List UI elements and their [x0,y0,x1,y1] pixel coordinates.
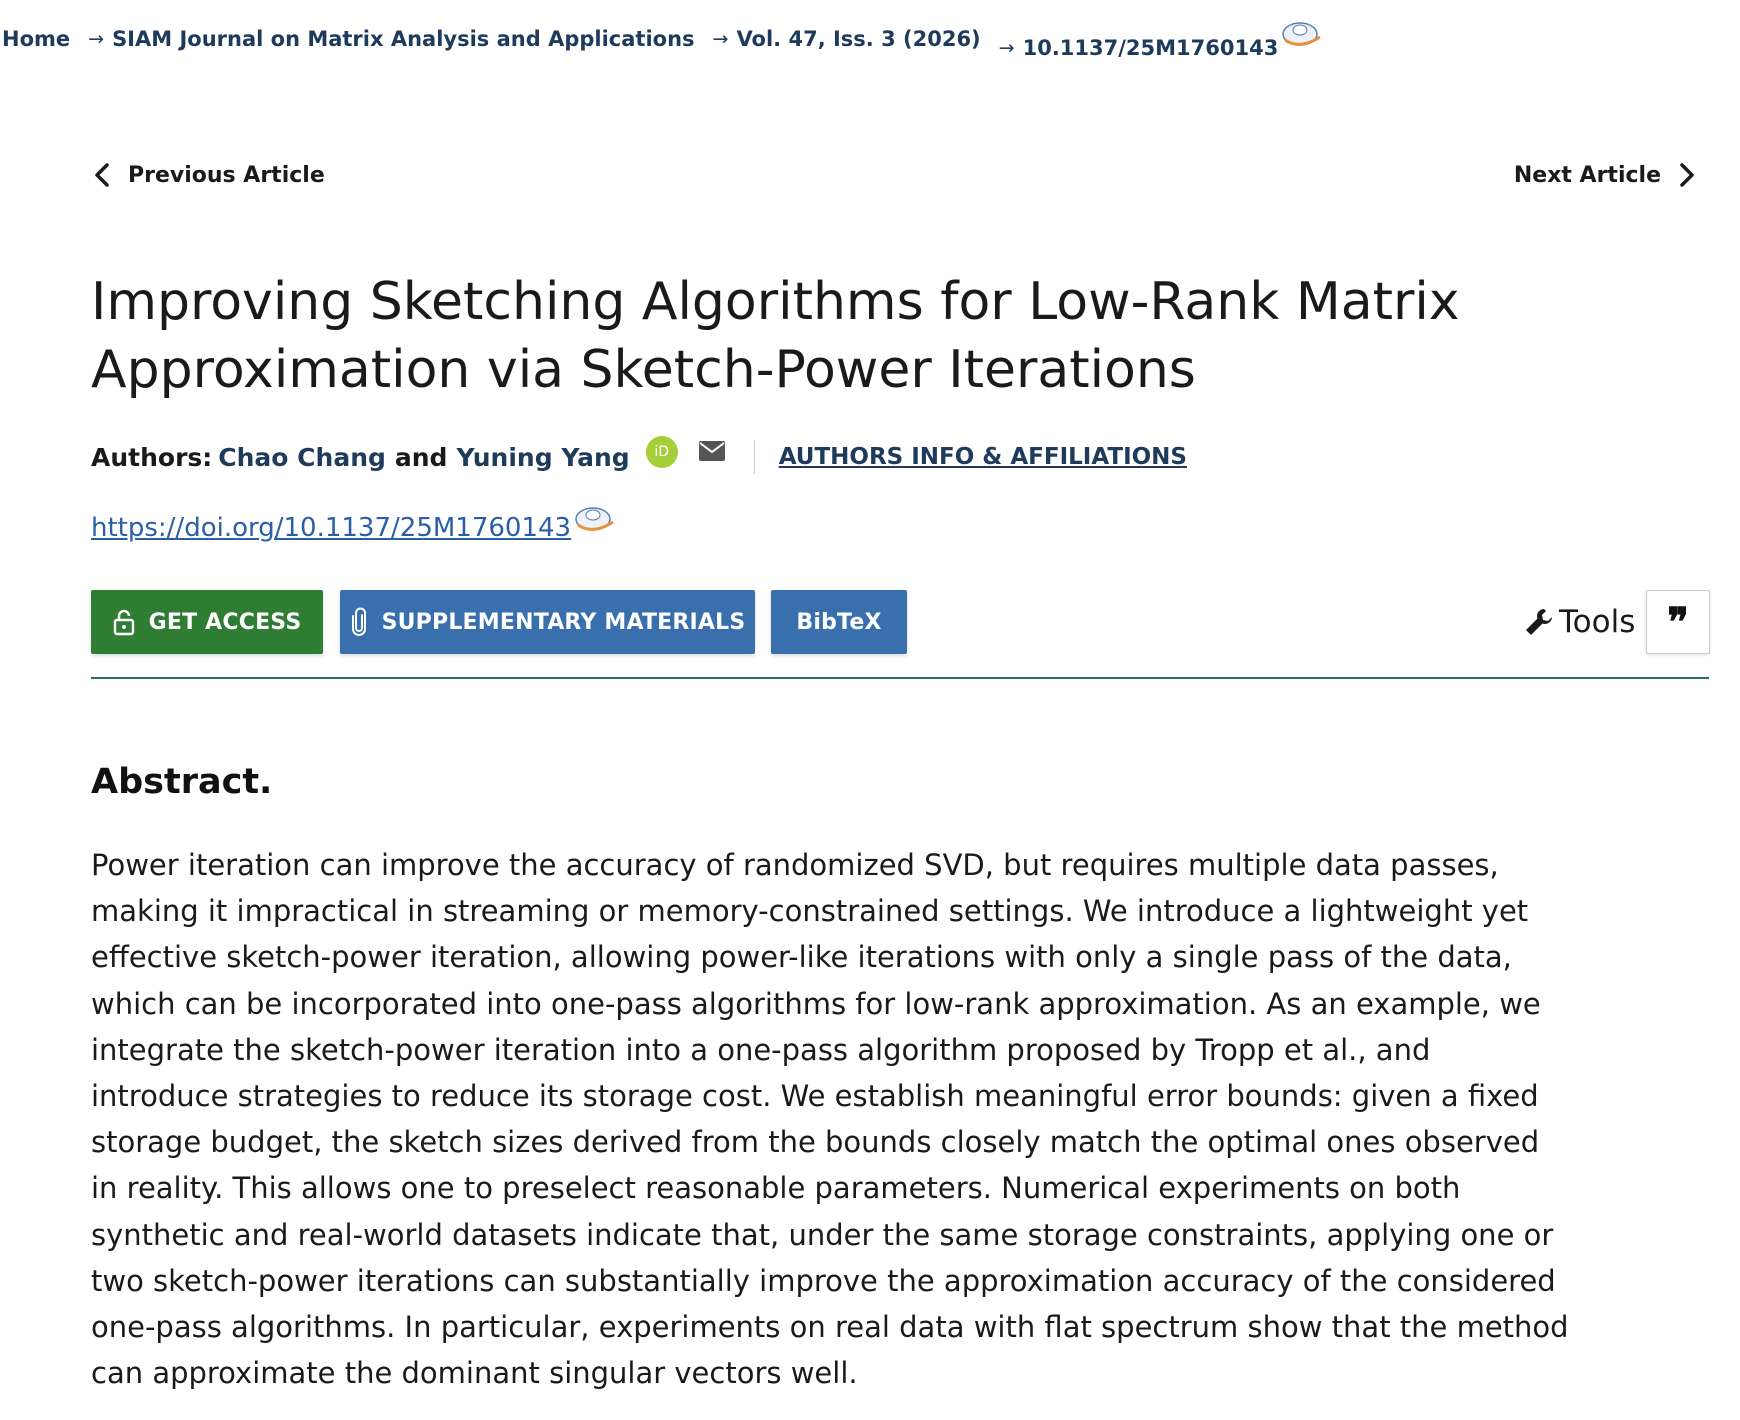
doi-link[interactable]: https://doi.org/10.1137/25M1760143 [91,513,572,543]
wrench-icon [1523,606,1555,638]
next-article-label: Next Article [1513,162,1661,188]
chevron-left-icon [92,162,112,188]
authors-conjunction: and [394,442,448,472]
authors-label: Authors: [91,442,213,472]
crossref-icon[interactable] [1280,20,1324,54]
lock-icon [113,608,135,636]
doi-row [91,513,617,543]
abstract-heading: Abstract. [91,762,273,802]
author-link[interactable]: Chao Chang [218,442,386,472]
action-toolbar [91,590,1709,654]
breadcrumb-home[interactable]: Home [2,27,71,51]
breadcrumb-issue[interactable]: Vol. 47, Iss. 3 (2026) [736,27,981,51]
crossref-icon[interactable] [573,505,617,539]
previous-article-link[interactable] [92,162,325,188]
cite-button[interactable] [1646,590,1710,654]
authors-affiliations-link[interactable]: AUTHORS INFO & AFFILIATIONS [778,444,1187,470]
section-divider [91,677,1709,679]
page-title: Improving Sketching Algorithms for Low-Rank Matrix Approximation via Sketch-Power Iterations [91,272,1460,400]
breadcrumb-journal[interactable]: SIAM Journal on Matrix Analysis and Applications [112,27,695,51]
chevron-right-icon [1677,162,1697,188]
arrow-right-icon: → [88,28,105,50]
arrow-right-icon: → [712,28,729,50]
bibtex-label: BibTeX [796,609,882,635]
get-access-label: GET ACCESS [148,609,302,635]
breadcrumb [2,18,1324,60]
previous-article-label: Previous Article [128,162,325,188]
authors-row [91,440,1187,474]
breadcrumb-doi: 10.1137/25M1760143 [1022,36,1279,60]
divider [754,440,755,474]
arrow-right-icon: → [998,37,1015,59]
tools-menu-button[interactable] [1523,598,1635,646]
breadcrumb-doi-group [981,36,1325,60]
article-navigation [92,162,1697,188]
author-link[interactable]: Yuning Yang [456,442,630,472]
quote-icon: ❞ [1667,598,1689,646]
get-access-button[interactable] [91,590,323,654]
next-article-link[interactable] [1514,162,1697,188]
bibtex-button[interactable] [771,590,907,654]
supplementary-label: SUPPLEMENTARY MATERIALS [381,609,746,635]
mail-icon[interactable] [698,440,726,462]
tools-label: Tools [1559,604,1636,640]
abstract-text: Power iteration can improve the accuracy of randomized SVD, but requires multiple data passes, making it impractical in streaming or memory-constrained settings. We introduce a lightweight yet effective sketch-power iteration, allowing power-like iterations with only a single pass of the data, which can be incorporated into one-pass algorithms for low-rank approximation. As an example, we integrate the sketch-power iteration into a one-pass algorithm proposed by Tropp et al., and introduce strategies to reduce its storage cost. We establish meaningful error bounds: given a fixed storage budget, the sketch sizes derived from the bounds closely match the optimal ones observed in reality. This allows one to preselect reasonable parameters. Numerical experiments on both synthetic and real-world datasets indicate that, under the same storage constraints, applying one or two sketch-power iterations can substantially improve the approximation accuracy of the considered one-pass algorithms. In particular, experiments on real data with flat spectrum show that the method can approximate the dominant singular vectors well. [91,848,1569,1391]
orcid-icon[interactable]: iD [646,436,678,468]
supplementary-materials-button[interactable] [340,590,755,654]
paperclip-icon [350,607,368,637]
